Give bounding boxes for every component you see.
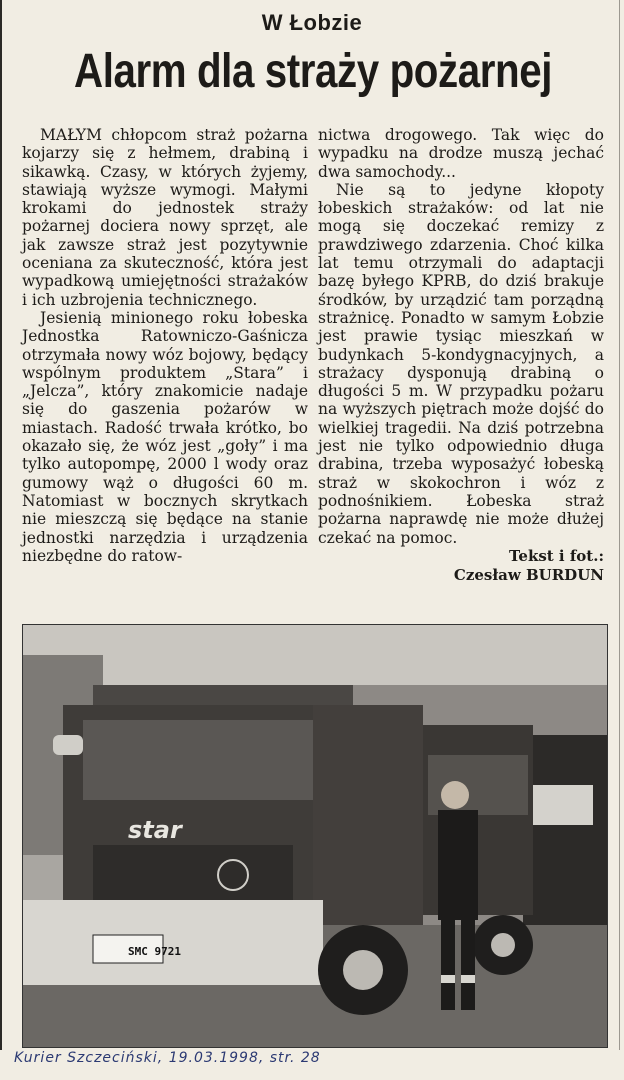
byline-label: Tekst i fot.: [508,546,604,565]
article-column-right [318,126,604,585]
paragraph: Nie są to jedyne kłopoty łobeskich strażaków: od lat nie mogą się doczekać remizy z prawdziwego zdarzenia. Choć kilka lat temu otrzymali do adaptacji bazę byłego KPRB, do dziś brakuje środków, by urządzić tam porządną strażnicę. Ponadto w samym Łobzie jest prawie tysiąc mieszkań w budynkach 5-kondygnacyjnych, a strażacy dysponują drabiną o długości 5 m. W przypadku pożaru na wyższych piętrach może dojść do wielkiej tragedii. Na dziś potrzebna jest nie tylko odpowiednio długa drabina, trzeba wyposażyć łobeską straż w skokochron i wóz z podnośnikiem. Łobeska straż pożarna naprawdę nie może dłużej czekać na pomoc. [318,180,604,547]
license-plate-text: SMC 9721 [128,945,181,958]
handwritten-annotation: Kurier Szczeciński, 19.03.1998, str. 28 [14,1050,321,1066]
byline-author: Czesław BURDUN [453,565,604,584]
article-column-left [22,126,308,565]
paragraph: Jesienią minionego roku łobeska Jednostka Ratowniczo-Gaśnicza otrzymała nowy wóz bojowy, będący wspólnym produktem „Stara” i „Jelcza”, który znakomicie nadaje się do gaszenia pożarów w miastach. Radość trwała krótko, bo okazało się, że wóz jest „goły” i ma tylko autopompę, 2000 l wody oraz gumowy wąż o długości 60 m. Natomiast w bocznych skrytkach nie mieszczą się będące na stanie jednostki narzędzia i urządzenia niezbędne do ratow- [22,308,308,565]
paragraph: nictwa drogowego. Tak więc do wypadku na drodze muszą jechać dwa samochody... [318,126,604,181]
garage-door [523,735,607,925]
truck-bumper [23,900,323,985]
fire-truck-photo [22,624,608,1048]
truck-brand-logo: star [128,816,182,844]
article-headline: Alarm dla straży pożarnej [74,45,552,98]
left-edge-line [0,0,2,1050]
right-edge-line [619,0,620,1050]
article-kicker: W Łobzie [261,10,363,35]
paragraph: MAŁYM chłopcom straż pożarna kojarzy się z hełmem, drabiną i sikawką. Czasy, w których żyjemy, stawiają wyższe wymogi. Małymi krokami do jednostek straży pożarnej dociera nowy sprzęt, ale jak zawsze straż jest pozytywnie oceniana za skuteczność, która jest wypadkową umiejętności strażaków i ich uzbrojenia technicznego. [22,126,308,309]
